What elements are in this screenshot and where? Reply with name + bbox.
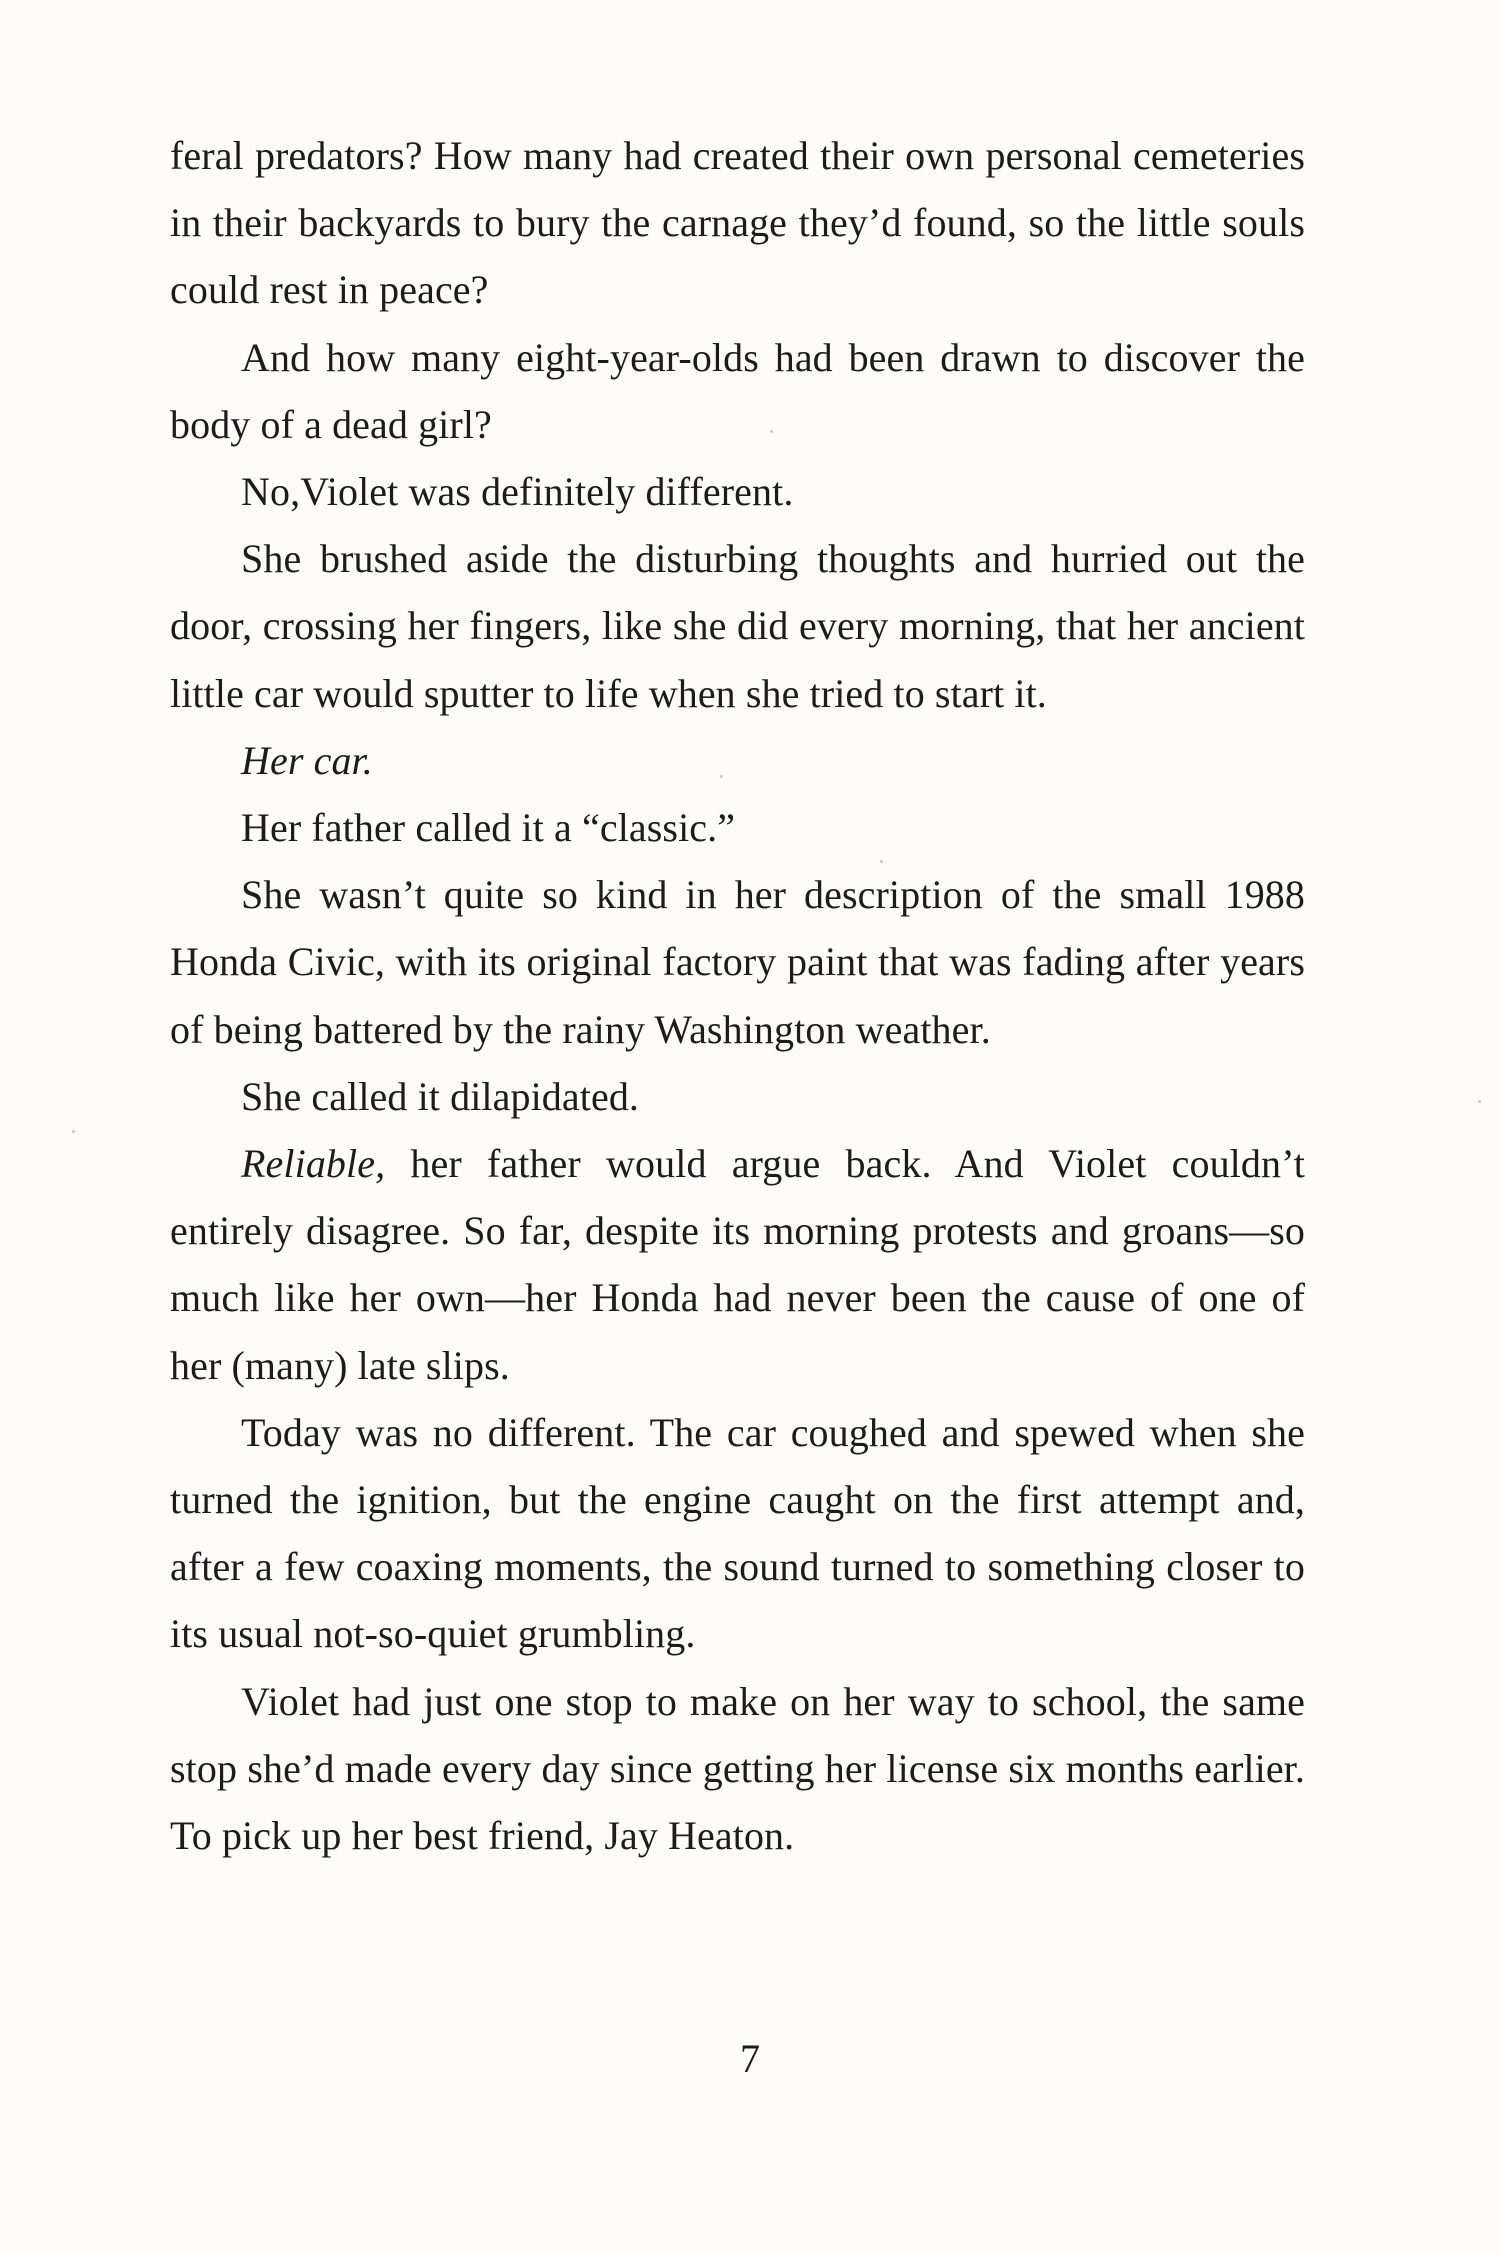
paragraph-11: Violet had just one stop to make on her way to school, the same stop she’d made every day since getting her license six months earlier. To pick up her best friend, Jay Heaton.	[170, 1678, 1305, 1859]
page-number: 7	[740, 2036, 760, 2081]
paragraph-9	[170, 1130, 1305, 1399]
body-text	[170, 122, 1305, 1869]
paragraph-5: Her car.	[241, 737, 373, 783]
paragraph-7: She wasn’t quite so kind in her description of the small 1988 Honda Civic, with its original factory paint that was fading after years of being battered by the rainy Washington weather.	[170, 872, 1305, 1052]
paragraph-6: Her father called it a “classic.”	[241, 805, 736, 851]
paragraph-9-italic-lead: Reliable,	[241, 1141, 386, 1187]
paragraph-10: Today was no different. The car coughed and spewed when she turned the ignition, but the engine caught on the first attempt and, after a few coaxing moments, the sound turned to something closer to its usual not-so-quiet grumbling.	[170, 1409, 1305, 1657]
paragraph-2: And how many eight-year-olds had been drawn to discover the body of a dead girl?	[170, 334, 1305, 447]
paper-speck	[770, 430, 773, 433]
paper-speck	[1478, 1100, 1481, 1103]
paragraph-3: No,Violet was definitely different.	[241, 469, 794, 515]
paragraph-4: She brushed aside the disturbing thoughts and hurried out the door, crossing her fingers, like she did every morning, that her ancient little car would sputter to life when she tried to start it.	[170, 536, 1305, 716]
paragraph-9-text: her father would argue back. And Violet couldn’t entirely disagree. So far, despite its morning protests and groans—so much like her own—her Honda had never been the cause of one of her (many) late slips.	[170, 1141, 1305, 1388]
paper-speck	[72, 1130, 75, 1133]
paper-speck	[880, 860, 883, 863]
paper-speck	[720, 775, 723, 778]
paragraph-8: She called it dilapidated.	[241, 1073, 640, 1119]
paragraph-1: feral predators? How many had created their own personal cemeteries in their backyards to bury the carnage they’d found, so the little souls could rest in peace?	[170, 133, 1305, 313]
